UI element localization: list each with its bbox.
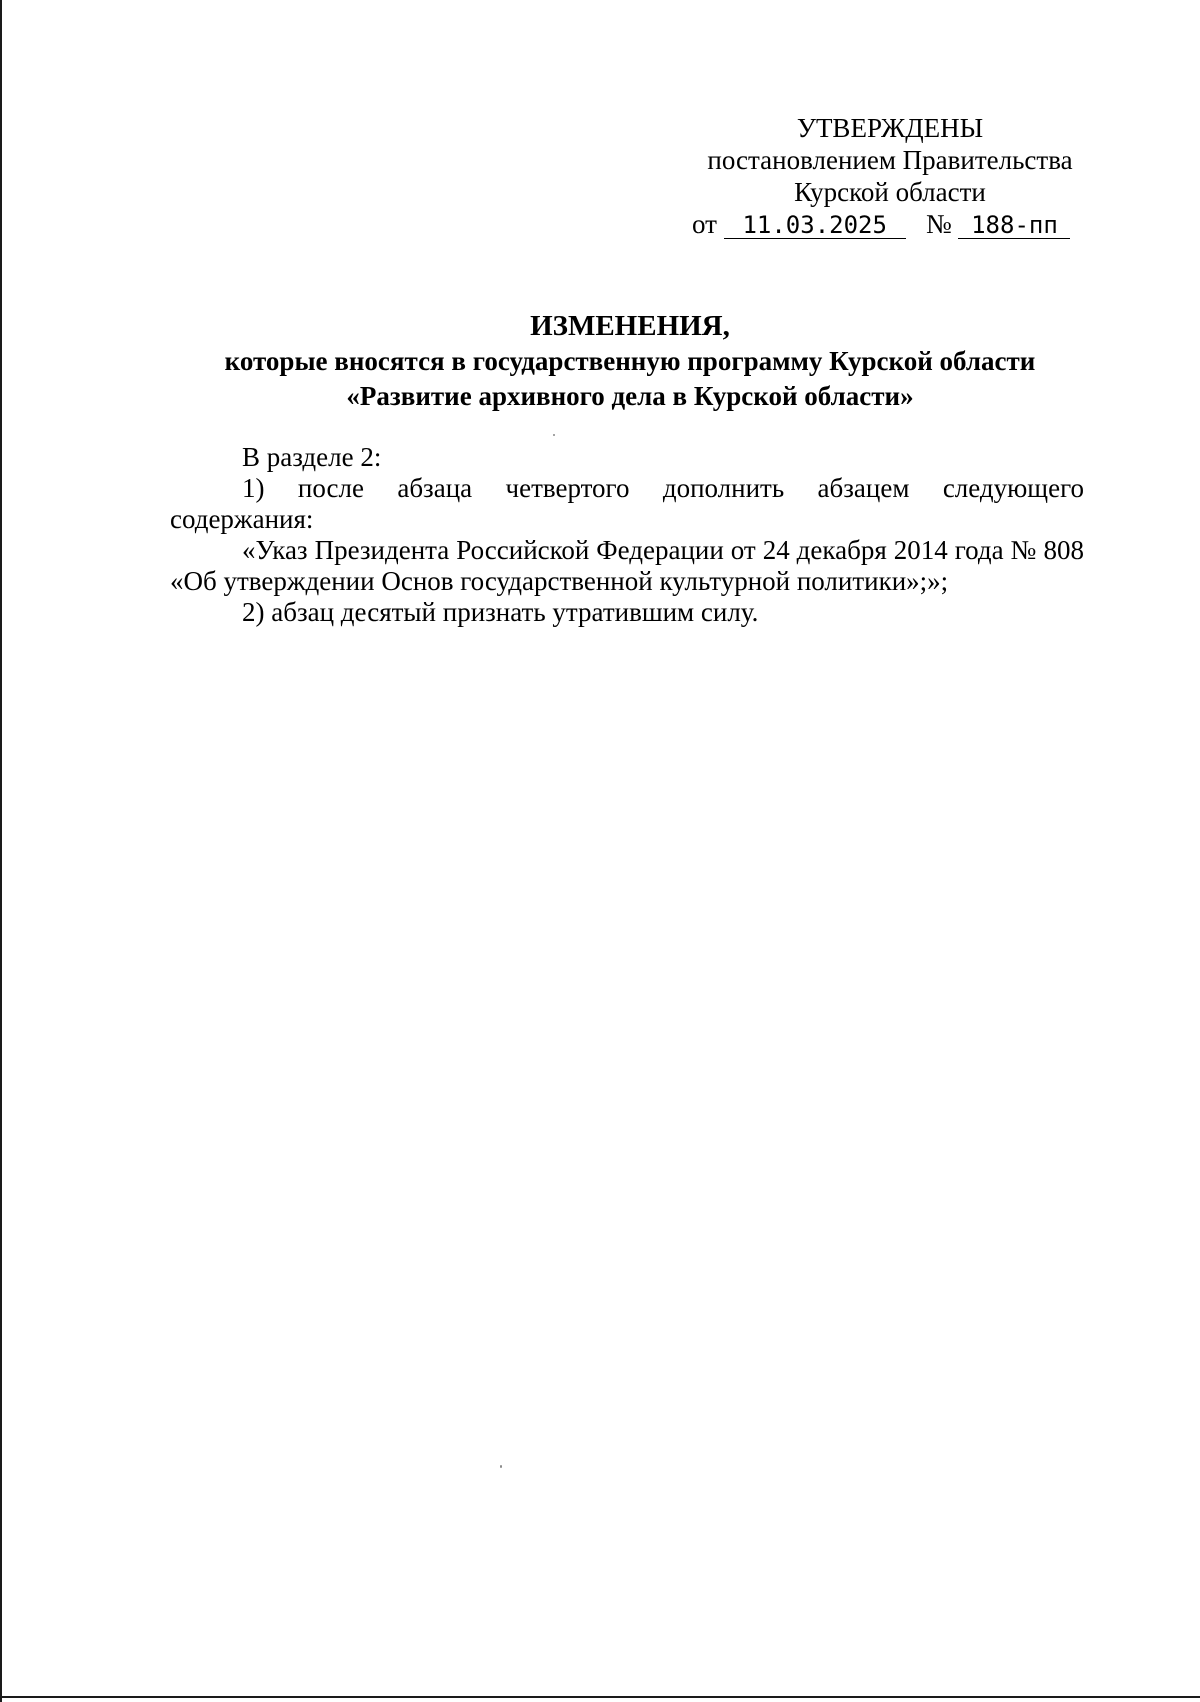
document-subtitle-line1: которые вносятся в государственную программу Курской области <box>224 346 1036 376</box>
section-intro: В разделе 2: <box>242 442 382 472</box>
page-edge-left <box>0 0 2 1702</box>
item-1-line-2: содержания: <box>170 504 314 534</box>
document-body <box>170 442 1084 628</box>
date-prefix: от <box>692 209 717 239</box>
approval-number: 188-пп <box>958 212 1070 239</box>
document-subtitle-line2: «Развитие архивного дела в Курской области» <box>346 381 914 411</box>
scan-speck <box>500 1465 502 1468</box>
approval-status: УТВЕРЖДЕНЫ <box>796 113 984 143</box>
approval-stamp <box>690 112 1090 240</box>
approval-date: 11.03.2025 <box>724 212 906 239</box>
inserted-quote: «Указ Президента Российской Федерации от 24 декабря 2014 года № 808 «Об утверждении Основ государственной культурной политики»;»; <box>170 535 1084 596</box>
approval-date-number-line <box>690 208 1090 240</box>
number-prefix: № <box>925 209 952 239</box>
approval-issuer: постановлением Правительства <box>707 145 1073 175</box>
document-title: ИЗМЕНЕНИЯ, <box>530 310 730 342</box>
approval-region: Курской области <box>794 177 986 207</box>
document-heading <box>170 308 1090 414</box>
item-2: 2) абзац десятый признать утратившим силу. <box>242 597 759 627</box>
page-edge-bottom <box>0 1696 1200 1698</box>
scan-speck <box>553 434 555 436</box>
item-1-line-1: 1) после абзаца четвертого дополнить абзацем следующего <box>242 473 1084 503</box>
